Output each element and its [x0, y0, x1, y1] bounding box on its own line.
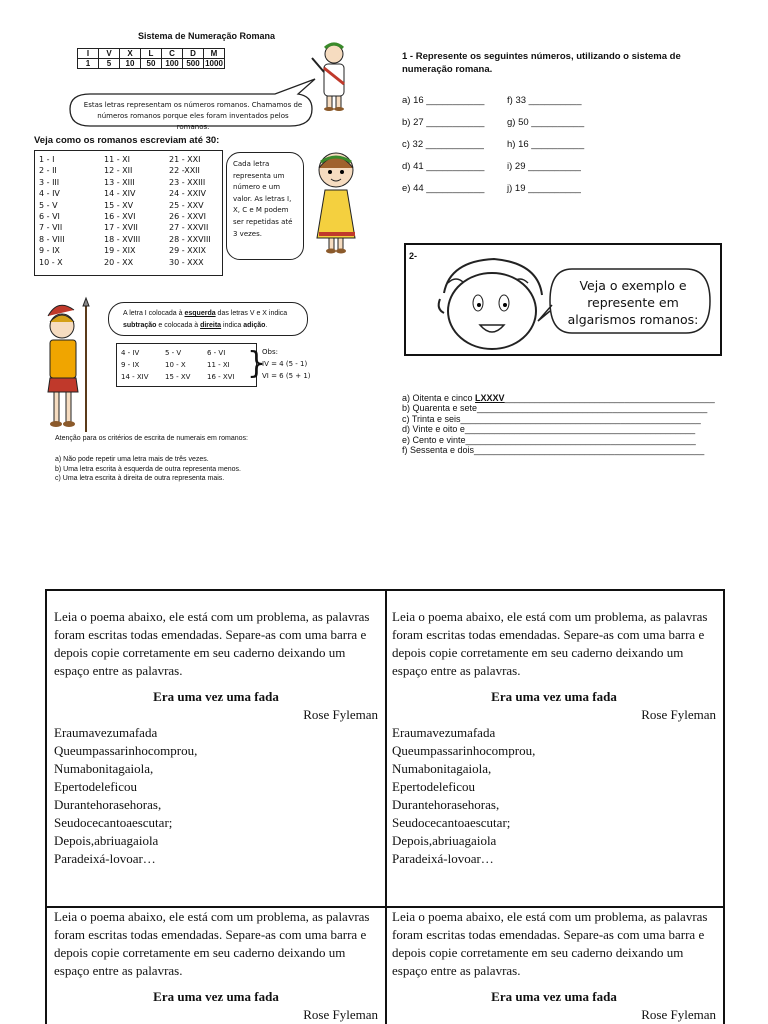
- examples-column-1: 4 - IV 9 - IX 14 - XIV: [121, 349, 149, 381]
- examples-column-2: 5 - V 10 - X 15 - XV: [165, 349, 191, 381]
- brace-icon: }: [247, 346, 267, 381]
- list-item: b) Quarenta e sete______________________________________________: [402, 403, 708, 414]
- question-2-label: 2-: [409, 251, 418, 261]
- question-2-box: [404, 243, 722, 356]
- poem-card-1: [48, 590, 384, 904]
- list-item: a) Oitenta e cinco LXXXV__________________________________________: [402, 393, 715, 403]
- poem-line: Numabonitagaiola,: [392, 761, 492, 776]
- grid-border-right: [723, 589, 725, 1024]
- poem-instructions: Leia o poema abaixo, ele está com um problema, as palavras foram escritas todas emendadas. Separe-as com uma barra e depois copie corretamente em seu caderno deixando um espaço entre as palavras.: [54, 909, 370, 978]
- roman-girl-illustration: [305, 148, 367, 258]
- list-item: e) 44 ___________: [402, 183, 485, 194]
- poem-card-3: [48, 890, 384, 1024]
- list-item: d) Vinte e oito e______________________________________________: [402, 424, 696, 435]
- criteria-list: [55, 455, 241, 484]
- poem-line: Eraumavezumafada: [392, 725, 496, 740]
- poem-card-2: [386, 590, 722, 904]
- question-1-right-column: [507, 90, 584, 200]
- poem-line: Seudocecantoaescutar;: [54, 815, 173, 830]
- speech-bubble-1: Estas letras representam os números romanos. Chamamos de números romanos porque eles foram inventados pelos romanos.: [83, 101, 303, 131]
- list-item: c) Trinta e seis________________________________________________: [402, 413, 701, 424]
- poem-card-4: [386, 890, 722, 1024]
- poem-line: Epertodeleficou: [54, 779, 138, 794]
- poem-author: Rose Fyleman: [303, 707, 378, 722]
- question-1-left-column: [402, 90, 484, 200]
- examples-box: [116, 343, 257, 387]
- list-item: c) 32 ___________: [402, 139, 484, 150]
- list-item: c) Uma letra escrita à direita de outra representa mais.: [55, 475, 225, 482]
- poem-author: Rose Fyleman: [303, 1007, 378, 1022]
- poem-line: Queumpassarinhocomprou,: [54, 743, 198, 758]
- poem-instructions: Leia o poema abaixo, ele está com um problema, as palavras foram escritas todas emendadas. Separe-as com uma barra e depois copie corretamente em seu caderno deixando um espaço entre as palavras.: [392, 909, 708, 978]
- roman-values-table: [77, 48, 225, 69]
- poem-title: Era uma vez uma fada: [153, 689, 279, 704]
- poem-line: Eraumavezumafada: [54, 725, 158, 740]
- poem-author: Rose Fyleman: [641, 707, 716, 722]
- poem-instructions: Leia o poema abaixo, ele está com um problema, as palavras foram escritas todas emendadas. Separe-as com uma barra e depois copie corretamente em seu caderno deixando um espaço entre as palavras.: [54, 609, 370, 678]
- poem-author: Rose Fyleman: [641, 1007, 716, 1022]
- list-item: a) 16 ___________: [402, 95, 485, 106]
- poem-line: Durantehorasehoras,: [392, 797, 500, 812]
- list-item: e) Cento e vinte______________________________________________: [402, 434, 696, 445]
- poem-line: Paradeixá-lovoar…: [54, 851, 156, 866]
- list-item: b) 27 ___________: [402, 117, 485, 128]
- poem-line: Epertodeleficou: [392, 779, 476, 794]
- roman-list-box: [34, 150, 223, 276]
- question-1-title: 1 - Represente os seguintes números, utilizando o sistema de numeração romana.: [402, 51, 681, 75]
- list-item: d) 41 ___________: [402, 161, 485, 172]
- rule-bubble: A letra I colocada à esquerda das letras V e X indica subtração e colocada à direita indica adição.: [108, 302, 308, 336]
- poem-line: Queumpassarinhocomprou,: [392, 743, 536, 758]
- poem-title: Era uma vez uma fada: [491, 689, 617, 704]
- examples-column-3: 6 - VI 11 - XI 16 - XVI: [207, 349, 235, 381]
- poem-line: Durantehorasehoras,: [54, 797, 162, 812]
- attention-text: Atenção para os critérios de escrita de numerais em romanos:: [55, 435, 248, 442]
- speech-bubble-3: Veja o exemplo e represente em algarismos romanos:: [567, 278, 699, 327]
- poem-line: Numabonitagaiola,: [54, 761, 154, 776]
- list-column-2: 11 - XI 12 - XII 13 - XIII 14 - XIV 15 - XV 16 - XVI 17 - XVII 18 - XVIII 19 - XIX 20 - XX: [104, 155, 141, 267]
- poem-line: Depois,abriuagaiola: [54, 833, 159, 848]
- list-item: f) 33 __________: [507, 95, 582, 106]
- question-2-list: [402, 393, 715, 455]
- poem-instructions: Leia o poema abaixo, ele está com um problema, as palavras foram escritas todas emendadas. Separe-as com uma barra e depois copie corretamente em seu caderno deixando um espaço entre as palavras.: [392, 609, 708, 678]
- list-item: b) Uma letra escrita à esquerda de outra representa menos.: [55, 465, 241, 473]
- poem-title: Era uma vez uma fada: [153, 989, 279, 1004]
- list-item: g) 50 __________: [507, 117, 585, 128]
- poem-title: Era uma vez uma fada: [491, 989, 617, 1004]
- list-item: a) Não pode repetir uma letra mais de três vezes.: [55, 456, 209, 463]
- poem-line: Depois,abriuagaiola: [392, 833, 497, 848]
- poem-line: Paradeixá-lovoar…: [392, 851, 494, 866]
- boy-face-illustration: [434, 253, 546, 353]
- list-column-1: 1 - I 2 - II 3 - III 4 - IV 5 - V 6 - VI 7 - VII 8 - VIII 9 - IX 10 - X: [39, 155, 65, 267]
- list-item: i) 29 __________: [507, 161, 581, 172]
- section-heading-until-30: Veja como os romanos escreviam até 30:: [34, 135, 220, 146]
- grid-border-left: [45, 589, 47, 1024]
- list-column-3: 21 - XXI 22 -XXII 23 - XXIII 24 - XXIV 25 - XXV 26 - XXVI 27 - XXVII 28 - XXVIII 29 - XXIX 30 - XXX: [169, 155, 211, 267]
- observation-box: Obs: IV = 4 (5 - 1) VI = 6 (5 + 1): [262, 348, 311, 380]
- table-row: 1 5 10 50 100 500 1000: [78, 59, 225, 69]
- list-item: h) 16 __________: [507, 139, 585, 150]
- worksheet-title: Sistema de Numeração Romana: [138, 31, 276, 41]
- list-item: f) Sessenta e dois______________________________________________: [402, 445, 705, 456]
- list-item: j) 19 __________: [507, 183, 581, 194]
- speech-bubble-2: Cada letra representa um número e um valor. As letras I, X, C e M podem ser repetidas até 3 vezes.: [226, 152, 304, 260]
- table-row: I V X L C D M: [78, 49, 225, 59]
- roman-soldier-illustration: [40, 296, 98, 434]
- poem-line: Seudocecantoaescutar;: [392, 815, 511, 830]
